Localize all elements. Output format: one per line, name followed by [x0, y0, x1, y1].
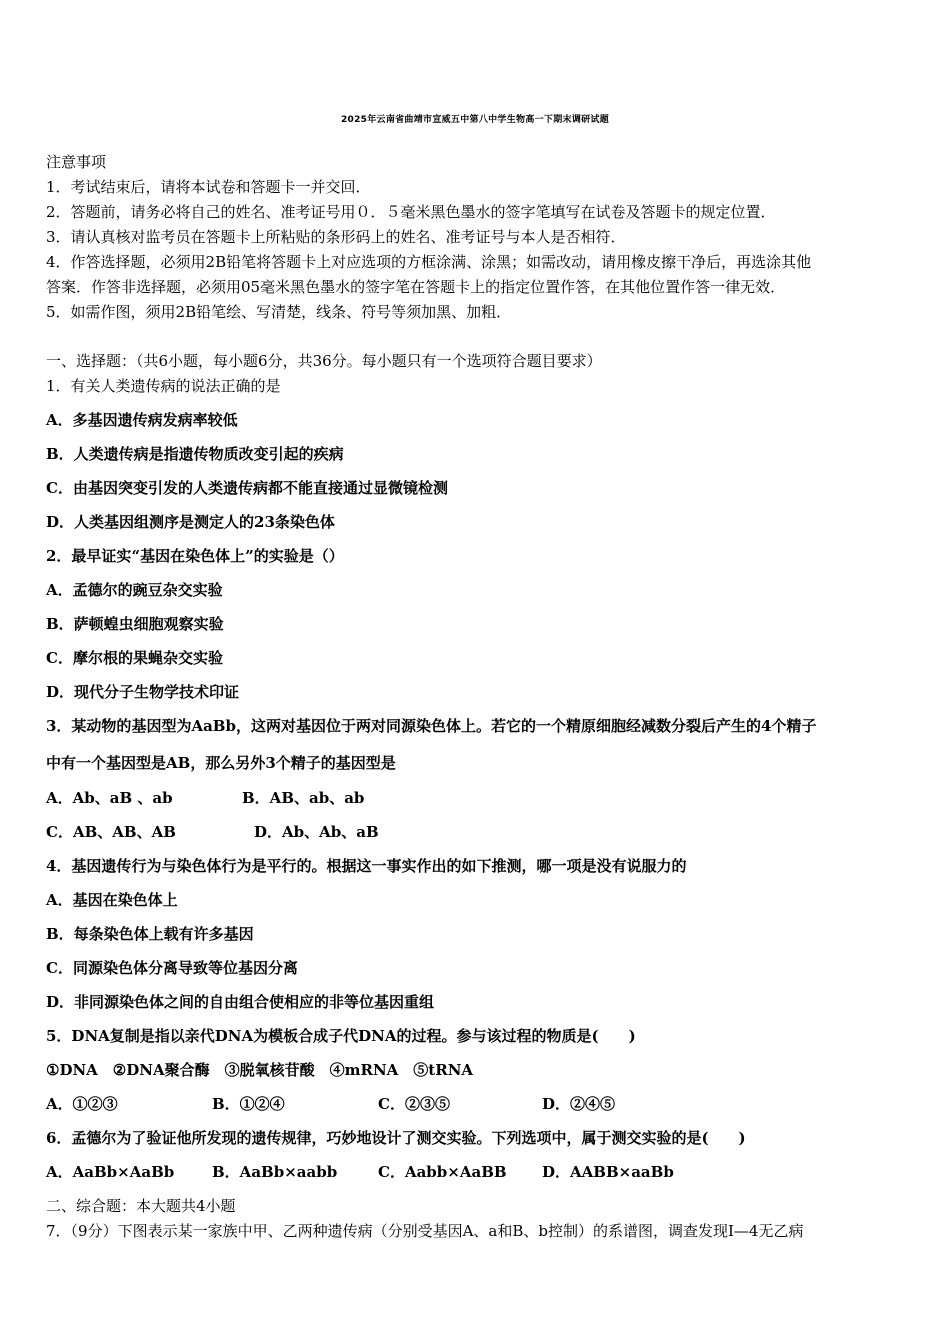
page-title: 2025年云南省曲靖市宣威五中第八中学生物高一下期末调研试题 [340, 115, 610, 125]
q4-option-a: A．基因在染色体上 [46, 891, 178, 909]
q3-stem-line1: 3．某动物的基因型为AaBb，这两对基因位于两对同源染色体上。若它的一个精原细胞经减数分裂后产生的4个精子 [46, 717, 817, 735]
q5-stem: 5．DNA复制是指以亲代DNA为模板合成子代DNA的过程。参与该过程的物质是( ) [46, 1027, 636, 1045]
q6-option-b: B．AaBb×aabb [212, 1163, 338, 1181]
q2-option-d: D．现代分子生物学技术印证 [46, 683, 240, 701]
notice-item: 1．考试结束后，请将本试卷和答题卡一并交回． [46, 178, 371, 196]
notice-item: 3．请认真核对监考员在答题卡上所粘贴的条形码上的姓名、准考证号与本人是否相符． [46, 228, 626, 246]
section1-heading: 一、选择题：（共6小题，每小题6分，共36分。每小题只有一个选项符合题目要求） [46, 352, 602, 370]
q1-option-c: C．由基因突变引发的人类遗传病都不能直接通过显微镜检测 [46, 479, 448, 497]
notice-item: 答案．作答非选择题，必须用05毫米黑色墨水的签字笔在答题卡上的指定位置作答，在其他位置作答一律无效． [46, 278, 786, 296]
q1-option-d: D．人类基因组测序是测定人的23条染色体 [46, 513, 335, 531]
q3-stem-line2: 中有一个基因型是AB，那么另外3个精子的基因型是 [46, 754, 396, 772]
q3-option-a: A．Ab、aB 、ab [46, 789, 173, 807]
q3-option-d: D．Ab、Ab、aB [254, 823, 379, 841]
q2-stem: 2．最早证实“基因在染色体上”的实验是（） [46, 547, 344, 565]
q6-option-a: A．AaBb×AaBb [46, 1163, 175, 1181]
q2-option-b: B．萨顿蝗虫细胞观察实验 [46, 615, 224, 633]
q5-option-c: C．②③⑤ [378, 1095, 450, 1113]
q3-option-c: C．AB、AB、AB [46, 823, 176, 841]
q1-stem: 1．有关人类遗传病的说法正确的是 [46, 377, 281, 395]
q4-option-c: C．同源染色体分离导致等位基因分离 [46, 959, 298, 977]
q4-option-d: D．非同源染色体之间的自由组合使相应的非等位基因重组 [46, 993, 435, 1011]
q1-option-b: B．人类遗传病是指遗传物质改变引起的疾病 [46, 445, 344, 463]
q4-option-b: B．每条染色体上载有许多基因 [46, 925, 254, 943]
notice-heading: 注意事项 [46, 153, 107, 171]
notice-item: 2．答题前，请务必将自己的姓名、准考证号用０．５毫米黑色墨水的签字笔填写在试卷及答题卡的规定位置． [46, 203, 776, 221]
q7-stem: 7．（9分）下图表示某一家族中甲、乙两种遗传病（分别受基因A、a和B、b控制）的系谱图，调查发现Ⅰ—4无乙病 [46, 1222, 804, 1240]
notice-item: 5．如需作图，须用2B铅笔绘、写清楚，线条、符号等须加黑、加粗． [46, 303, 512, 321]
q2-option-a: A．孟德尔的豌豆杂交实验 [46, 581, 223, 599]
q5-option-d: D．②④⑤ [542, 1095, 616, 1113]
q5-option-a: A．①②③ [46, 1095, 118, 1113]
q6-option-c: C．Aabb×AaBB [378, 1163, 507, 1181]
q6-option-d: D．AABB×aaBb [542, 1163, 674, 1181]
section2-heading: 二、综合题：本大题共4小题 [46, 1197, 236, 1215]
q1-option-a: A．多基因遗传病发病率较低 [46, 411, 238, 429]
notice-item: 4．作答选择题，必须用2B铅笔将答题卡上对应选项的方框涂满、涂黑；如需改动，请用橡皮擦干净后，再选涂其他 [46, 253, 812, 271]
q6-stem: 6．孟德尔为了验证他所发现的遗传规律，巧妙地设计了测交实验。下列选项中，属于测交实验的是( ) [46, 1129, 746, 1147]
q5-materials: ①DNA ②DNA聚合酶 ③脱氧核苷酸 ④mRNA ⑤tRNA [46, 1061, 474, 1079]
q2-option-c: C．摩尔根的果蝇杂交实验 [46, 649, 223, 667]
q4-stem: 4．基因遗传行为与染色体行为是平行的。根据这一事实作出的如下推测，哪一项是没有说服力的 [46, 857, 687, 875]
q5-option-b: B．①②④ [212, 1095, 285, 1113]
q3-option-b: B．AB、ab、ab [242, 789, 365, 807]
